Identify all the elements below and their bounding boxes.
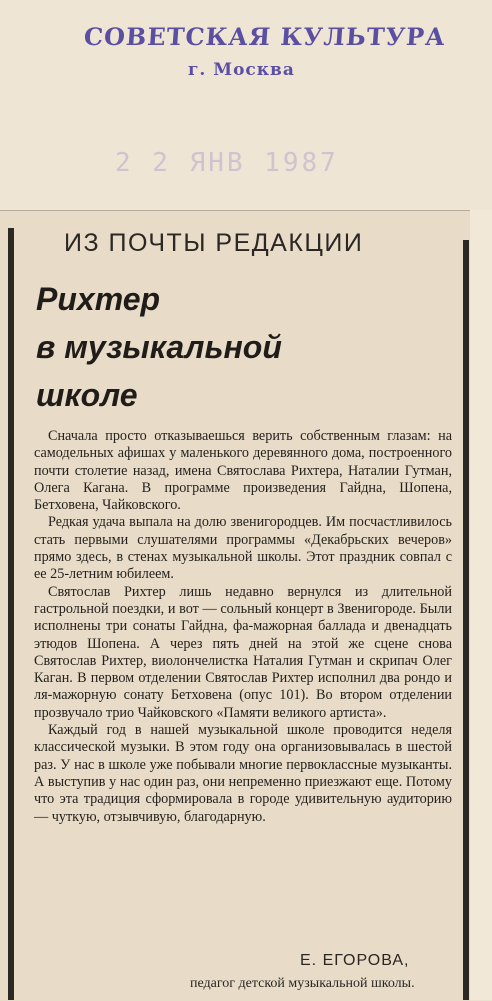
stamp-publication: СОВЕТСКАЯ КУЛЬТУРА xyxy=(82,22,447,51)
clipping-right-margin xyxy=(470,210,492,1000)
article-paragraph-3: Святослав Рихтер лишь недавно вернулся из длительной гастрольной поездки, и вот — сольный концерт в Звенигороде. Были исполнены три сонаты Гайдна, фа-мажорная баллада и двенадцать этюдов Шопена. А через пять дней на этой же сцене снова Святослав Рихтер, виолончелистка Наталия Гутман и скрипач Олег Каган. В первом отделении Святослав Рихтер исполнил два рондо и ля-мажорную сонату Бетховена (опус 101). Во втором отделении прозвучало трио Чайковского «Памяти великого артиста». xyxy=(34,583,452,721)
stamp-date: 2 2 ЯНВ 1987 xyxy=(115,148,339,178)
column-rule-left xyxy=(8,228,14,1000)
headline-line-3: школе xyxy=(36,377,138,413)
column-rule-right xyxy=(463,240,469,1000)
author-role: педагог детской музыкальной школы. xyxy=(190,976,415,991)
article-paragraph-1: Сначала просто отказываешься верить собственным глазам: на самодельных афишах у маленького деревянного дома, построенного почти столетие назад, имена Святослава Рихтера, Наталии Гутман, Олега Кагана. В программе произведения Гайдна, Шопена, Бетховена, Чайковского. xyxy=(34,428,452,514)
headline-line-1: Рихтер xyxy=(36,281,161,317)
article-paragraph-2: Редкая удача выпала на долю звенигородцев. Им посчастливилось стать первыми слушателями программы «Декабрьских вечеров» прямо здесь, в стенах музыкальной школы. Этот праздник совпал с ее 25-летним юбилеем. xyxy=(34,514,452,583)
stamp-city: г. Москва xyxy=(188,60,295,80)
rubric-heading: ИЗ ПОЧТЫ РЕДАКЦИИ xyxy=(64,229,364,257)
article-headline xyxy=(36,275,436,419)
author-name: Е. ЕГОРОВА, xyxy=(300,952,410,969)
article-body xyxy=(34,428,452,826)
article-paragraph-4: Каждый год в нашей музыкальной школе проводится неделя классической музыки. В этом году она организовывалась в шестой раз. У нас в школе уже побывали многие первоклассные музыканты. А выступив у нас один раз, они непременно приезжают еще. Потому что эта традиция сформировала в городе удивительную аудиторию — чуткую, отзывчивую, благодарную. xyxy=(34,722,452,825)
headline-line-2: в музыкальной xyxy=(36,329,282,365)
